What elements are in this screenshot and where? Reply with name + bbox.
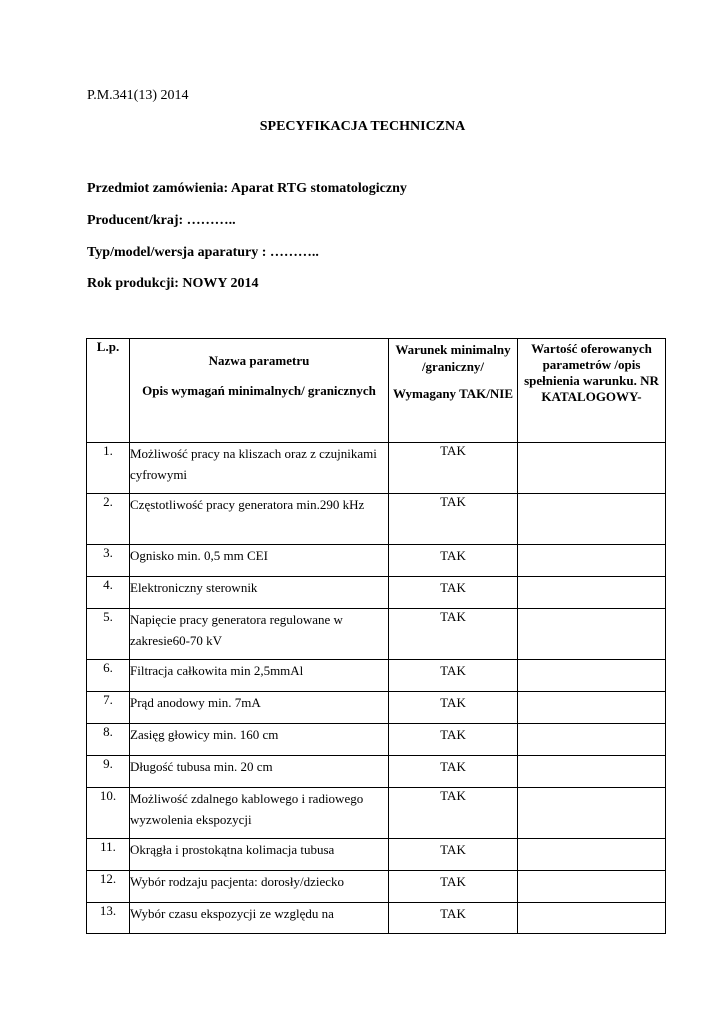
header-requirement	[389, 339, 518, 443]
row-offered-value[interactable]	[518, 609, 666, 660]
row-parameter: Wybór rodzaju pacjenta: dorosły/dziecko	[130, 871, 389, 903]
row-offered-value[interactable]	[518, 692, 666, 724]
row-parameter: Napięcie pracy generatora regulowane w zakresie60-70 kV	[130, 609, 389, 660]
row-parameter: Zasięg głowicy min. 160 cm	[130, 724, 389, 756]
row-lp: 3.	[87, 545, 130, 577]
row-requirement: TAK	[389, 903, 518, 934]
row-offered-value[interactable]	[518, 756, 666, 788]
row-lp: 1.	[87, 443, 130, 494]
row-requirement: TAK	[389, 839, 518, 871]
table-row	[87, 545, 666, 577]
row-offered-value[interactable]	[518, 660, 666, 692]
document-title	[0, 119, 725, 135]
row-requirement: TAK	[389, 609, 518, 660]
row-offered-value[interactable]	[518, 839, 666, 871]
row-offered-value[interactable]	[518, 903, 666, 934]
producer-country: Producent/kraj: ………..	[87, 213, 236, 228]
header-name-line1: Nazwa parametru	[208, 353, 310, 368]
row-offered-value[interactable]	[518, 871, 666, 903]
table-row	[87, 609, 666, 660]
row-offered-value[interactable]	[518, 788, 666, 839]
specification-table	[86, 338, 666, 934]
table-row	[87, 494, 666, 545]
table-row	[87, 577, 666, 609]
table-row	[87, 724, 666, 756]
row-offered-value[interactable]	[518, 494, 666, 545]
row-offered-value[interactable]	[518, 724, 666, 756]
row-lp: 6.	[87, 660, 130, 692]
header-lp: L.p.	[87, 339, 130, 443]
row-requirement: TAK	[389, 545, 518, 577]
row-parameter: Okrągła i prostokątna kolimacja tubusa	[130, 839, 389, 871]
row-lp: 11.	[87, 839, 130, 871]
table-row	[87, 839, 666, 871]
row-requirement: TAK	[389, 692, 518, 724]
row-requirement: TAK	[389, 724, 518, 756]
row-requirement: TAK	[389, 788, 518, 839]
header-req-line2: Wymagany TAK/NIE	[392, 386, 514, 401]
order-subject: Przedmiot zamówienia: Aparat RTG stomatologiczny	[87, 181, 407, 196]
row-parameter: Ognisko min. 0,5 mm CEI	[130, 545, 389, 577]
row-lp: 5.	[87, 609, 130, 660]
row-requirement: TAK	[389, 871, 518, 903]
production-year: Rok produkcji: NOWY 2014	[87, 276, 259, 291]
model-version: Typ/model/wersja aparatury : ………..	[87, 245, 319, 260]
row-lp: 12.	[87, 871, 130, 903]
table-row	[87, 660, 666, 692]
table-row	[87, 692, 666, 724]
row-lp: 7.	[87, 692, 130, 724]
table-row	[87, 871, 666, 903]
row-parameter: Elektroniczny sterownik	[130, 577, 389, 609]
document-reference: P.M.341(13) 2014	[87, 88, 189, 103]
table-row	[87, 756, 666, 788]
row-requirement: TAK	[389, 577, 518, 609]
row-lp: 13.	[87, 903, 130, 934]
row-offered-value[interactable]	[518, 545, 666, 577]
row-lp: 2.	[87, 494, 130, 545]
row-lp: 4.	[87, 577, 130, 609]
row-lp: 10.	[87, 788, 130, 839]
row-requirement: TAK	[389, 756, 518, 788]
row-parameter: Możliwość pracy na kliszach oraz z czujnikami cyfrowymi	[130, 443, 389, 494]
header-offered-value	[518, 339, 666, 443]
row-offered-value[interactable]	[518, 443, 666, 494]
row-parameter: Długość tubusa min. 20 cm	[130, 756, 389, 788]
header-name-line2: Opis wymagań minimalnych/ granicznych	[142, 383, 376, 398]
row-parameter: Możliwość zdalnego kablowego i radiowego wyzwolenia ekspozycji	[130, 788, 389, 839]
table-header-row	[87, 339, 666, 443]
row-parameter: Filtracja całkowita min 2,5mmAl	[130, 660, 389, 692]
row-parameter: Częstotliwość pracy generatora min.290 kHz	[130, 494, 389, 545]
row-requirement: TAK	[389, 443, 518, 494]
table-row	[87, 903, 666, 934]
document-title-text: SPECYFIKACJA TECHNICZNA	[259, 119, 466, 134]
row-parameter: Wybór czasu ekspozycji ze względu na	[130, 903, 389, 934]
table-row	[87, 443, 666, 494]
row-parameter: Prąd anodowy min. 7mA	[130, 692, 389, 724]
row-lp: 8.	[87, 724, 130, 756]
header-val-text: Wartość oferowanych parametrów /opis spełnienia warunku. NR KATALOGOWY-	[524, 341, 659, 404]
row-offered-value[interactable]	[518, 577, 666, 609]
row-lp: 9.	[87, 756, 130, 788]
header-parameter-name	[130, 339, 389, 443]
header-req-line1: Warunek minimalny /graniczny/	[395, 342, 511, 374]
row-requirement: TAK	[389, 660, 518, 692]
table-row	[87, 788, 666, 839]
row-requirement: TAK	[389, 494, 518, 545]
